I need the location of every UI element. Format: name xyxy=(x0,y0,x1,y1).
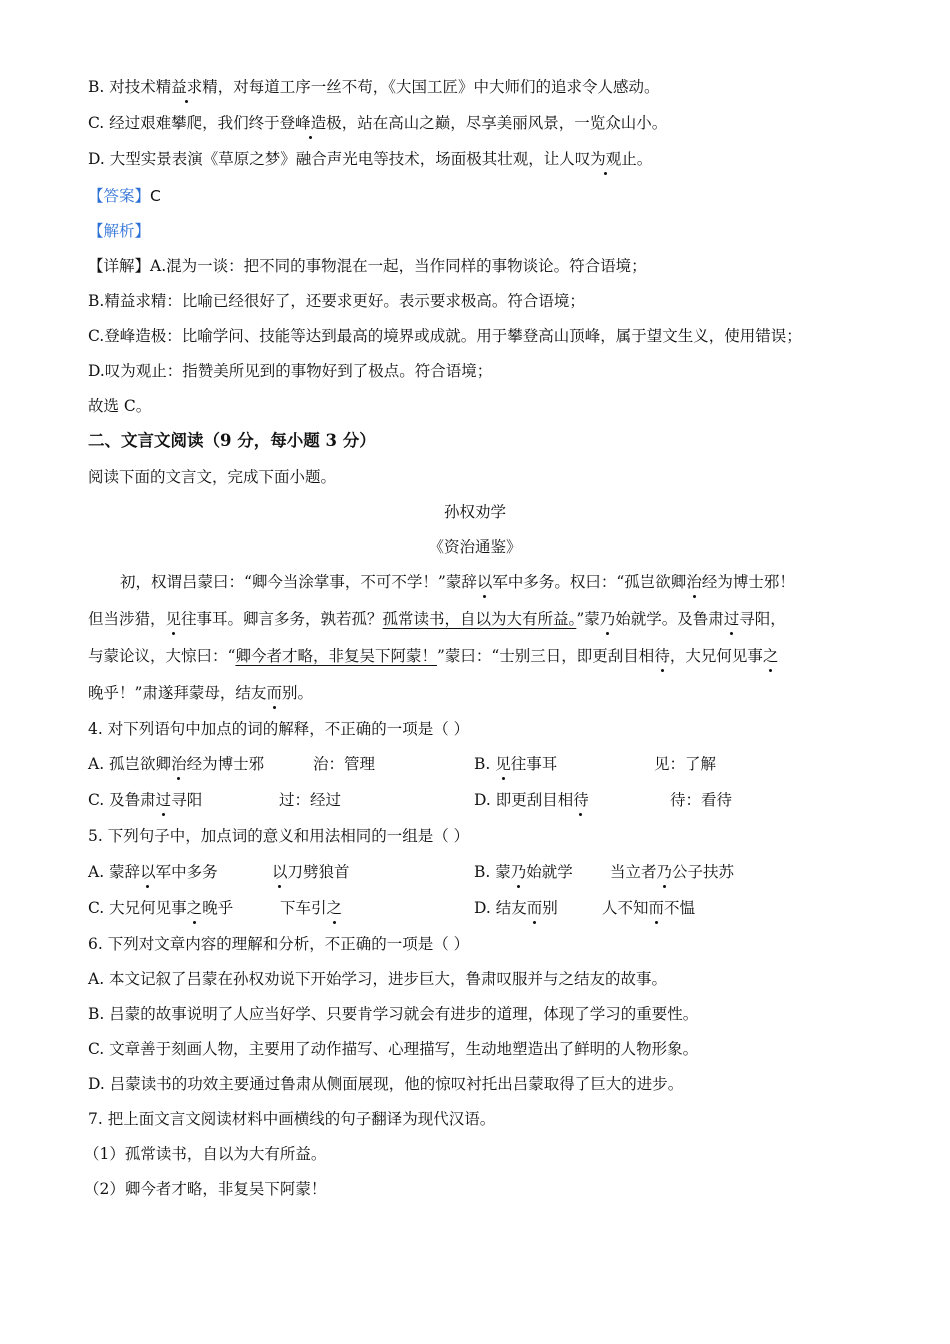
dotted-word: 乃 xyxy=(599,610,616,628)
q7-item: （1）孤常读书，自以为大有所益。 xyxy=(84,1145,327,1163)
dotted-word: 待 xyxy=(573,791,589,809)
dotted-word: 乃 xyxy=(510,863,527,881)
q6-option: A. 本文记叙了吕蒙在孙权劝说下开始学习，进步巨大，鲁肃叹服并与之结友的故事。 xyxy=(88,970,668,988)
dotted-word: 见 xyxy=(165,610,182,628)
underlined-sentence: 孤常读书，自以为大有所益。 xyxy=(382,610,577,628)
q6-option: D. 吕蒙读书的功效主要通过鲁肃从侧面展现，他的惊叹衬托出吕蒙取得了巨大的进步。 xyxy=(88,1075,684,1093)
passage-line: 晚乎！”肃遂拜蒙母，结友而别。 xyxy=(88,684,313,702)
section-intro: 阅读下面的文言文，完成下面小题。 xyxy=(88,468,337,486)
q7-item: （2）卿今者才略，非复吴下阿蒙！ xyxy=(84,1180,327,1198)
dotted-word: 而 xyxy=(266,684,282,702)
q4-gloss-b: 见：了解 xyxy=(654,755,717,773)
q5-row-cd xyxy=(88,897,890,919)
q4-gloss-a: 治：管理 xyxy=(313,755,376,773)
dotted-phrase: 精益求精 xyxy=(155,78,218,96)
q6-option: C. 文章善于刻画人物，主要用了动作描写、心理描写，生动地塑造出了鲜明的人物形象。 xyxy=(88,1040,699,1058)
dotted-phrase: 叹为观止 xyxy=(574,150,637,168)
q4-row-ab xyxy=(88,753,890,775)
dotted-word: 待 xyxy=(654,647,670,665)
dotted-word: 乃 xyxy=(656,863,673,881)
detail-line: 【详解】A.混为一谈：把不同的事物混在一起，当作同样的事物谈论。符合语境； xyxy=(88,257,647,275)
dotted-word: 见 xyxy=(495,755,511,773)
dotted-word: 过 xyxy=(155,791,172,809)
q7-stem: 7. 把上面文言文阅读材料中画横线的句子翻译为现代汉语。 xyxy=(88,1110,496,1128)
dotted-word: 而 xyxy=(526,899,543,917)
q5-stem: 5. 下列句子中，加点词的意义和用法相同的一组是（ ） xyxy=(88,827,470,845)
q6-stem: 6. 下列对文章内容的理解和分析，不正确的一项是（ ） xyxy=(88,935,470,953)
q5-row-ab xyxy=(88,861,890,883)
dotted-phrase: 登峰造极 xyxy=(279,114,342,132)
dotted-word: 以 xyxy=(476,573,493,591)
q5-option-c: C. 大兄何见事之晚乎 xyxy=(88,899,234,917)
q5-option-a: A. 蒙辞以军中多务 xyxy=(88,863,218,881)
dotted-word: 以 xyxy=(140,863,156,881)
section-title: 二、文言文阅读（9 分，每小题 3 分） xyxy=(88,431,376,450)
q3-answer xyxy=(88,185,890,207)
dotted-word: 而 xyxy=(648,899,665,917)
q4-option-c: C. 及鲁肃过寻阳 xyxy=(88,791,203,809)
dotted-word: 过 xyxy=(723,610,740,628)
answer-value: C xyxy=(150,187,161,205)
q6-option: B. 吕蒙的故事说明了人应当好学、只要肯学习就会有进步的道理，体现了学习的重要性。 xyxy=(88,1005,699,1023)
detail-line: 故选 C。 xyxy=(88,397,152,415)
q3-option-b: B. 对技术精益求精，对每道工序一丝不苟，《大国工匠》中大师们的追求令人感动。 xyxy=(88,78,660,96)
passage-line: 但当涉猎，见往事耳。卿言多务，孰若孤？孤常读书，自以为大有所益。”蒙乃始就学。及鲁肃过寻阳， xyxy=(88,610,786,628)
passage-source: 《资治通鉴》 xyxy=(428,538,522,556)
q3-option-c: C. 经过艰难攀爬，我们终于登峰造极，站在高山之巅，尽享美丽风景，一览众山小。 xyxy=(88,114,668,132)
q4-option-d: D. 即更刮目相待 xyxy=(474,791,589,809)
q3-option-d: D. 大型实景表演《草原之梦》融合声光电等技术，场面极其壮观，让人叹为观止。 xyxy=(88,150,653,168)
dotted-word: 之 xyxy=(186,899,203,917)
q4-stem: 4. 对下列语句中加点的词的解释，不正确的一项是（ ） xyxy=(88,720,470,738)
passage-line: 初，权谓吕蒙曰：“卿今当涂掌事，不可不学！”蒙辞以军中多务。权曰：“孤岂欲卿治经为博士邪！ xyxy=(120,573,795,591)
q4-option-a: A. 孤岂欲卿治经为博士邪 xyxy=(88,755,265,773)
q5-pair-b: 当立者乃公子扶苏 xyxy=(610,863,735,881)
q4-gloss-d: 待：看待 xyxy=(670,791,733,809)
underlined-sentence: 卿今者才略，非复吴下阿蒙！ xyxy=(235,647,437,665)
dotted-word: 治 xyxy=(686,573,702,591)
q4-option-b: B. 见往事耳 xyxy=(474,755,558,773)
q5-pair-a: 以刀劈狼首 xyxy=(272,863,350,881)
q5-pair-d: 人不知而不愠 xyxy=(602,899,696,917)
passage-line: 与蒙论议，大惊曰：“卿今者才略，非复吴下阿蒙！”蒙曰：“士别三日，即更刮目相待，大兄何见事之 xyxy=(88,647,779,665)
q4-row-cd xyxy=(88,789,890,811)
passage-title: 孙权劝学 xyxy=(443,503,506,521)
answer-tag: 【答案】 xyxy=(88,187,151,205)
dotted-word: 以 xyxy=(272,863,288,881)
q5-pair-c: 下车引之 xyxy=(280,899,343,917)
q4-gloss-c: 过：经过 xyxy=(279,791,342,809)
analysis-tag: 【解析】 xyxy=(88,222,151,240)
detail-line: D.叹为观止：指赞美所见到的事物好到了极点。符合语境； xyxy=(88,362,493,380)
dotted-word: 治 xyxy=(171,755,187,773)
detail-line: C.登峰造极：比喻学问、技能等达到最高的境界或成就。用于攀登高山顶峰，属于望文生义，使用错误； xyxy=(88,327,802,345)
dotted-word: 之 xyxy=(762,647,779,665)
q5-option-b: B. 蒙乃始就学 xyxy=(474,863,573,881)
dotted-word: 之 xyxy=(326,899,343,917)
detail-line: B.精益求精：比喻已经很好了，还要求更好。表示要求极高。符合语境； xyxy=(88,292,585,310)
q5-option-d: D. 结友而别 xyxy=(474,899,558,917)
